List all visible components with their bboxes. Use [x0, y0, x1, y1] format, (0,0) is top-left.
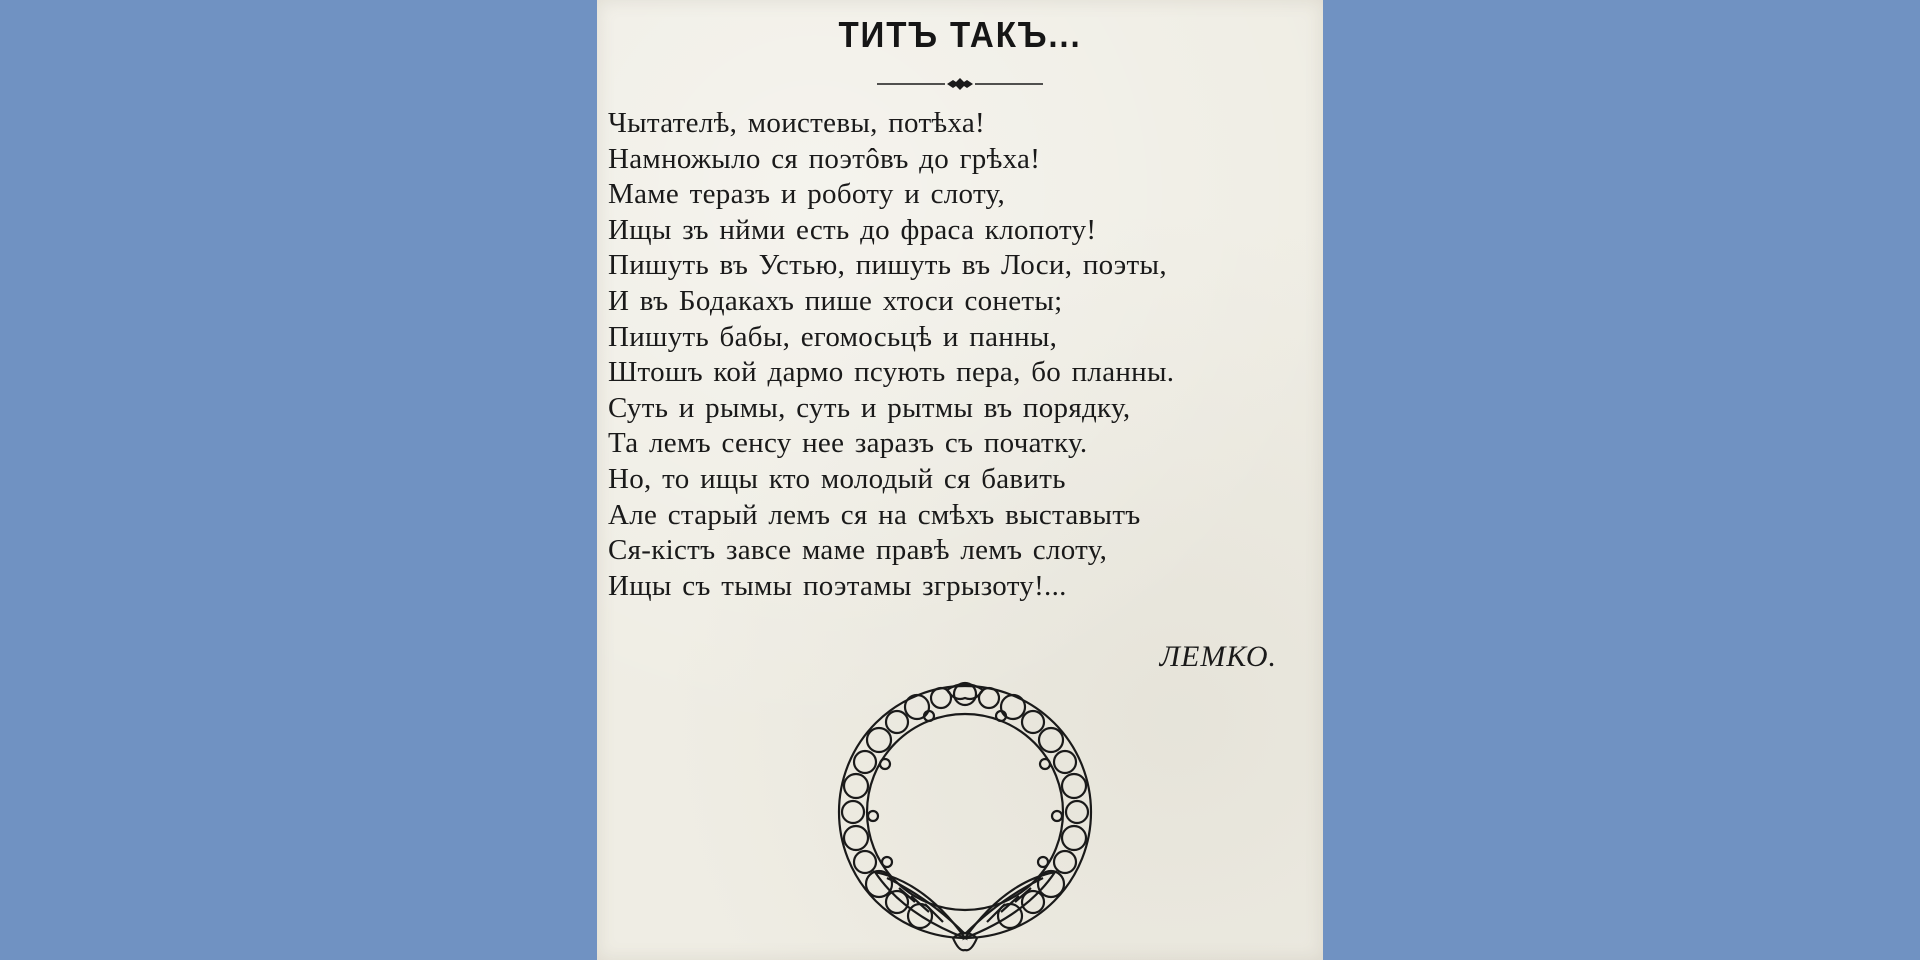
poem-line: Пишуть въ Устью, пишуть въ Лоси, поэты, — [608, 249, 1167, 282]
poem-line: И въ Бодакахъ пише хтоси сонеты; — [608, 284, 1063, 317]
ornamental-divider-icon — [875, 74, 1045, 94]
poem-line: Но, то ищы кто молодый ся бавить — [608, 462, 1066, 495]
poem-line: Чытателѣ, моистевы, потѣха! — [608, 107, 986, 139]
poem-line: Маме теразъ и роботу и слоту, — [608, 178, 1006, 211]
author-signature: ЛЕМКО. — [1159, 640, 1277, 673]
poem-line: Ся-кістъ завсе маме правѣ лемъ слоту, — [608, 534, 1108, 567]
page-title: ТИТЪ ТАКЪ... — [838, 14, 1082, 55]
poem-line: Ищы зъ нйми есть до фраса клопоту! — [608, 213, 1097, 246]
poem-line: Ищы съ тымы поэтамы згрызоту!... — [608, 569, 1067, 602]
poem-text — [608, 106, 1318, 604]
poem-line: Пишуть бабы, егомосьцѣ и панны, — [608, 320, 1058, 353]
poem-line: Намножыло ся поэтôвъ до грѣха! — [608, 142, 1041, 175]
poem-line: Але старый лемъ ся на смѣхъ выставытъ — [608, 498, 1141, 531]
poem-line: Штошъ кой дармо псують пера, бо планны. — [608, 356, 1175, 389]
floral-wreath-icon — [825, 676, 1105, 956]
poem-line: Суть и рымы, суть и рытмы въ порядку, — [608, 391, 1131, 424]
poem-line: Та лемъ сенсу нее заразъ съ початку. — [608, 427, 1088, 460]
document-page — [597, 0, 1323, 960]
